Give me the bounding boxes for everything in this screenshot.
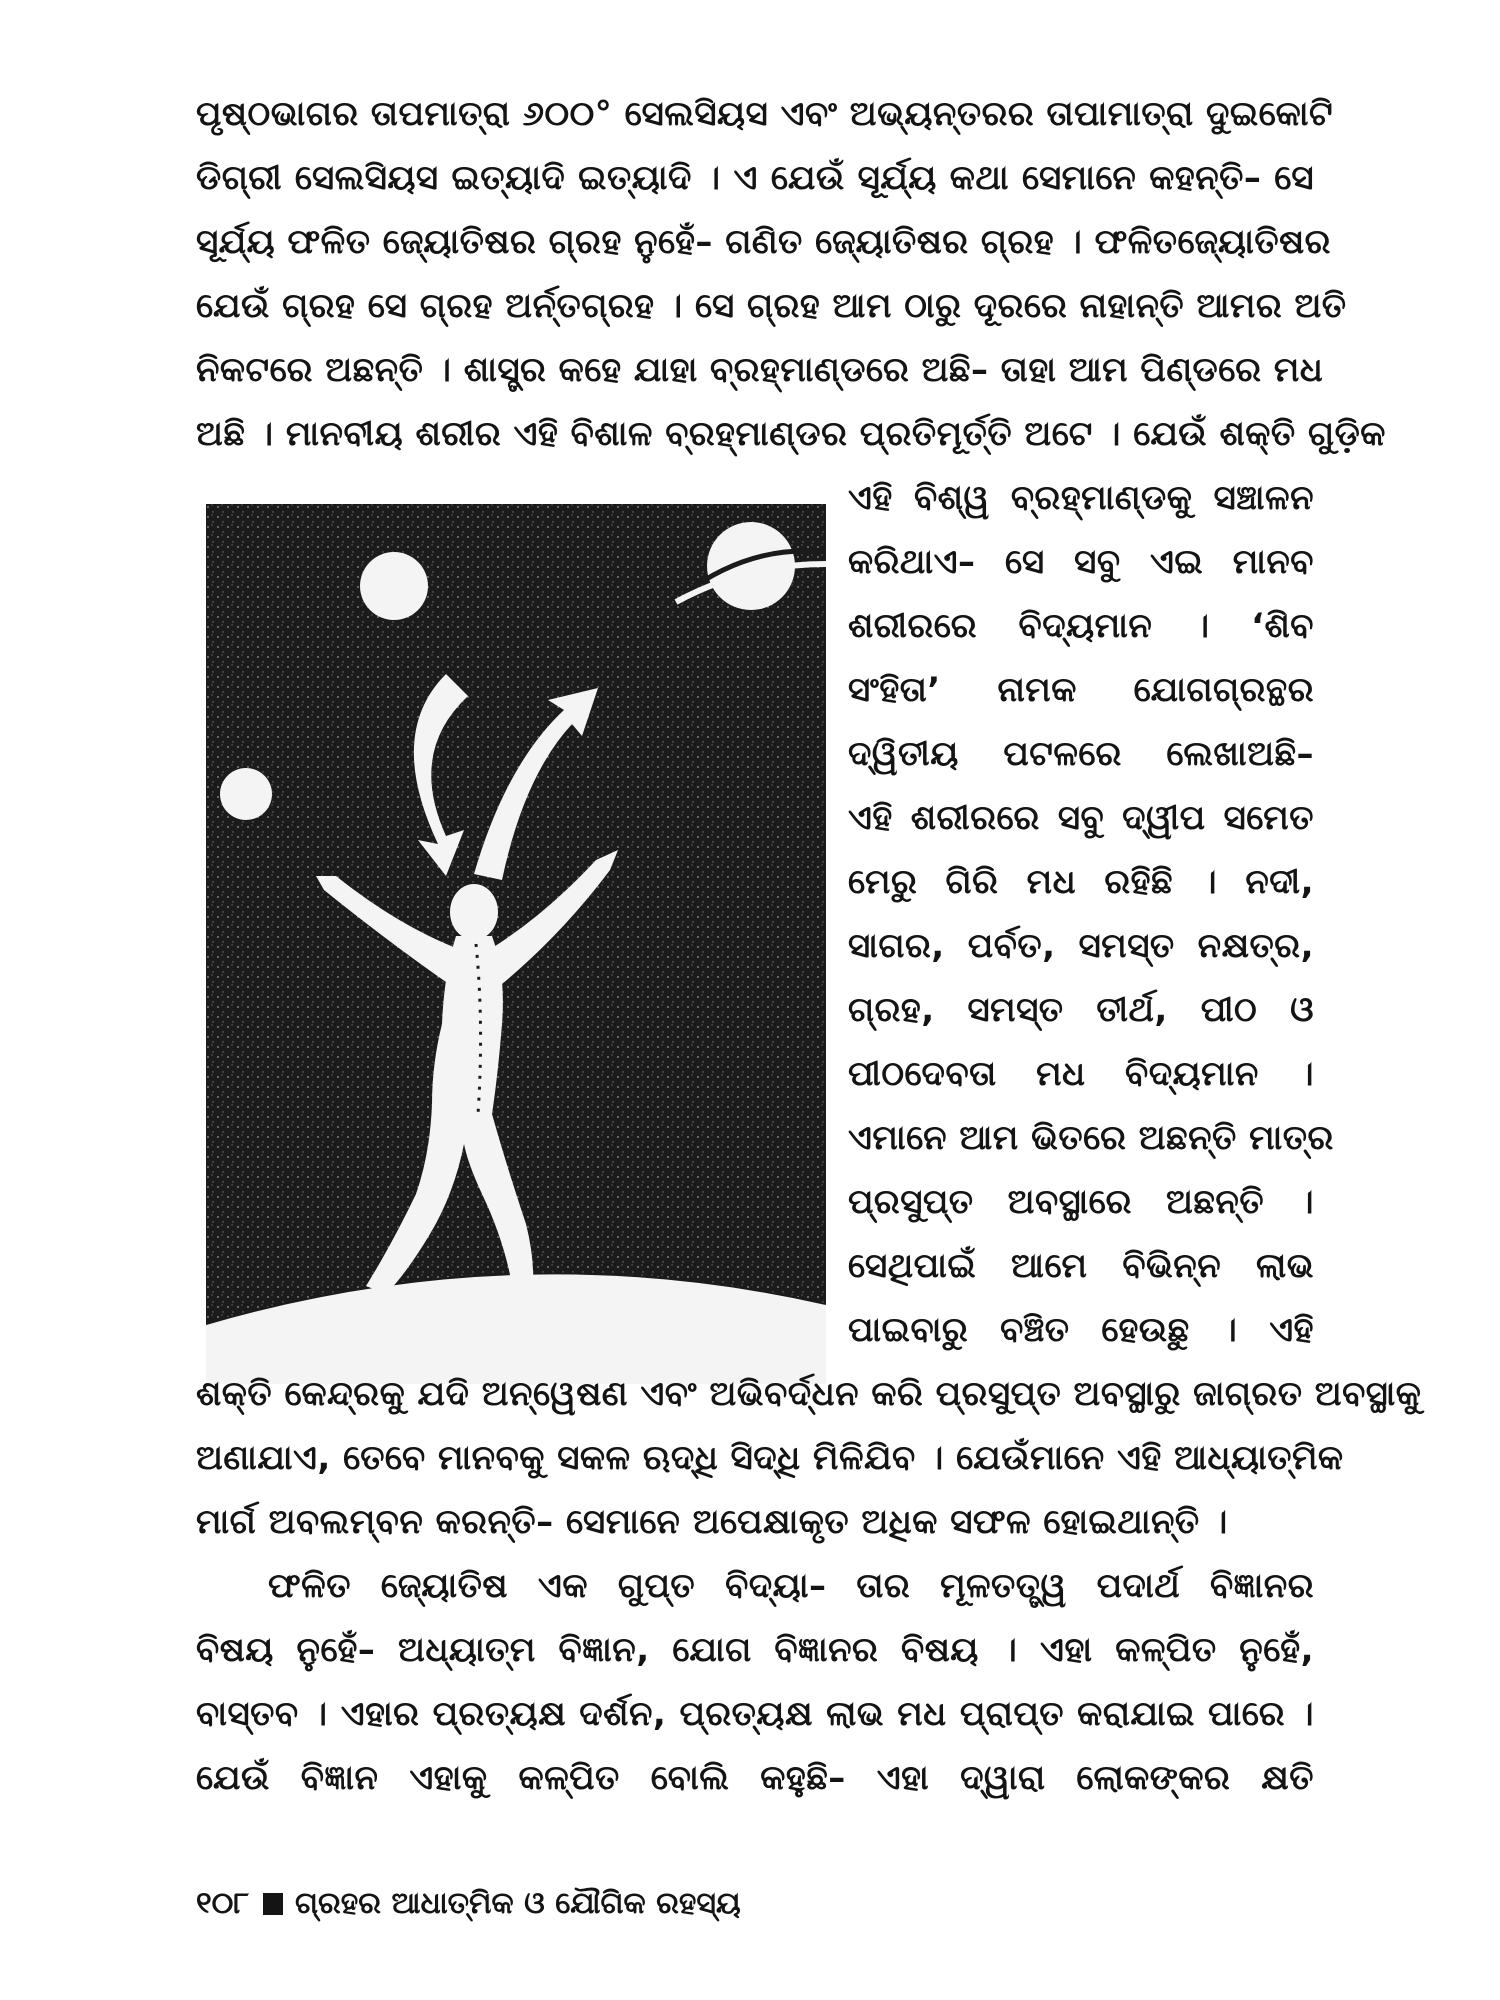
text-line: ସଂହିତା’ ନାମକ ଯୋଗଗ୍ରନ୍ଥର — [848, 670, 1314, 710]
text-line: ଏହି ଶରୀରରେ ସବୁ ଦ୍ୱୀପ ସମେତ — [848, 798, 1314, 838]
text-line: ମେରୁ ଗିରି ମଧ ରହିଛି । ନଦୀ, — [848, 862, 1314, 902]
text-line: ପ୍ରସୁପ୍ତ ଅବସ୍ଥାରେ ଅଛନ୍ତି । — [848, 1182, 1314, 1222]
text-line: ଯେଉଁ ବିଜ୍ଞାନ ଏହାକୁ କଳ୍ପିତ ବୋଲି କହୁଛି– ଏହା ଦ୍ୱାରା ଲୋକଙ୍କର କ୍ଷତି — [196, 1758, 1314, 1798]
text-line: ଶରୀରରେ ବିଦ୍ୟମାନ । ‘ଶିବ — [848, 606, 1314, 646]
text-line: ଶକ୍ତି କେନ୍ଦ୍ରକୁ ଯଦି ଅନ୍ୱେଷଣ ଏବଂ ଅଭିବର୍ଦ୍ଧନ କରି ପ୍ରସୁପ୍ତ ଅବସ୍ଥାରୁ ଜାଗ୍ରତ ଅବସ୍ଥାକୁ — [196, 1374, 1422, 1414]
text-line: ପୀଠଦେବତା ମଧ ବିଦ୍ୟମାନ । — [848, 1054, 1314, 1094]
planet-icon — [220, 768, 272, 820]
text-line: ଅଣାଯାଏ, ତେବେ ମାନବକୁ ସକଳ ଋଦ୍ଧି ସିଦ୍ଧି ମିଳିଯିବ । ଯେଉଁମାନେ ଏହି ଆଧ୍ୟାତ୍ମିକ — [196, 1438, 1344, 1478]
square-bullet-icon — [263, 1893, 283, 1915]
book-title: ଗ୍ରହର ଆଧାତ୍ମିକ ଓ ଯୌଗିକ ରହସ୍ୟ — [295, 1886, 741, 1921]
text-line: ଗ୍ରହ, ସମସ୍ତ ତୀର୍ଥ, ପୀଠ ଓ — [848, 990, 1314, 1030]
text-line: ଏହି ବିଶ୍ୱ ବ୍ରହ୍ମାଣ୍ଡକୁ ସଞ୍ଚାଳନ — [848, 478, 1314, 518]
text-line: ସେଥିପାଇଁ ଆମେ ବିଭିନ୍ନ ଲାଭ — [848, 1246, 1314, 1286]
text-line: ଯେଉଁ ଗ୍ରହ ସେ ଗ୍ରହ ଅର୍ନ୍ତଗ୍ରହ । ସେ ଗ୍ରହ ଆମ ଠାରୁ ଦୂରରେ ନାହାନ୍ତି ଆମର ଅତି — [196, 286, 1347, 326]
text-line: ଏମାନେ ଆମ ଭିତରେ ଅଛନ୍ତି ମାତ୍ର — [848, 1118, 1334, 1158]
text-line: ମାର୍ଗ ଅବଲମ୍ବନ କରନ୍ତି– ସେମାନେ ଅପେକ୍ଷାକୃତ ଅଧିକ ସଫଳ ହୋଇଥାନ୍ତି । — [196, 1502, 1228, 1542]
cosmic-human-illustration — [206, 504, 826, 1384]
text-line: ବାସ୍ତବ । ଏହାର ପ୍ରତ୍ୟକ୍ଷ ଦର୍ଶନ, ପ୍ରତ୍ୟକ୍ଷ ଲାଭ ମଧ ପ୍ରାପ୍ତ କରାଯାଇ ପାରେ । — [196, 1694, 1314, 1734]
text-line: ସୂର୍ଯ୍ୟ ଫଳିତ ଜ୍ୟୋତିଷର ଗ୍ରହ ନୁହେଁ– ଗଣିତ ଜ୍ୟୋତିଷର ଗ୍ରହ । ଫଳିତଜ୍ୟୋତିଷର — [196, 222, 1331, 262]
text-line: ନିକଟରେ ଅଛନ୍ତି । ଶାସ୍ତ୍ର କହେ ଯାହା ବ୍ରହ୍ମାଣ୍ଡରେ ଅଛି– ତାହା ଆମ ପିଣ୍ଡରେ ମଧ — [196, 350, 1324, 390]
text-line: ବିଷୟ ନୁହେଁ– ଅଧ୍ୟାତ୍ମ ବିଜ୍ଞାନ, ଯୋଗ ବିଜ୍ଞାନର ବିଷୟ । ଏହା କଳ୍ପିତ ନୁହେଁ, — [196, 1630, 1314, 1670]
text-line: କରିଥାଏ– ସେ ସବୁ ଏଇ ମାନବ — [848, 542, 1314, 582]
text-line: ଡିଗ୍ରୀ ସେଲସିୟସ ଇତ୍ୟାଦି ଇତ୍ୟାଦି । ଏ ଯେଉଁ ସୂର୍ଯ୍ୟ କଥା ସେମାନେ କହନ୍ତି– ସେ — [196, 158, 1314, 198]
planet-icon — [360, 552, 428, 620]
text-line: ଫଳିତ ଜ୍ୟୋତିଷ ଏକ ଗୁପ୍ତ ବିଦ୍ୟା– ତାର ମୂଳତତ୍ତ୍ୱ ପଦାର୍ଥ ବିଜ୍ଞାନର — [268, 1566, 1314, 1606]
page-footer — [196, 1880, 741, 1928]
text-line: ପାଇବାରୁ ବଞ୍ଚିତ ହେଉଛୁ । ଏହି — [848, 1310, 1314, 1350]
text-line: ଅଛି । ମାନବୀୟ ଶରୀର ଏହି ବିଶାଳ ବ୍ରହ୍ମାଣ୍ଡର ପ୍ରତିମୂର୍ତ୍ତି ଅଟେ । ଯେଉଁ ଶକ୍ତି ଗୁଡ଼ିକ — [196, 414, 1386, 454]
page-number: ୧୦୮ — [196, 1886, 250, 1921]
text-line: ପୃଷ୍ଠଭାଗର ତାପମାତ୍ରା ୬୦୦° ସେଲସିୟସ ଏବଂ ଅଭ୍ୟନ୍ତରର ତାପାମାତ୍ରା ଦୁଇକୋଟି — [196, 94, 1334, 134]
text-line: ସାଗର, ପର୍ବତ, ସମସ୍ତ ନକ୍ଷତ୍ର, — [848, 926, 1314, 966]
text-line: ଦ୍ୱିତୀୟ ପଟଳରେ ଲେଖାଅଛି– — [848, 734, 1314, 774]
